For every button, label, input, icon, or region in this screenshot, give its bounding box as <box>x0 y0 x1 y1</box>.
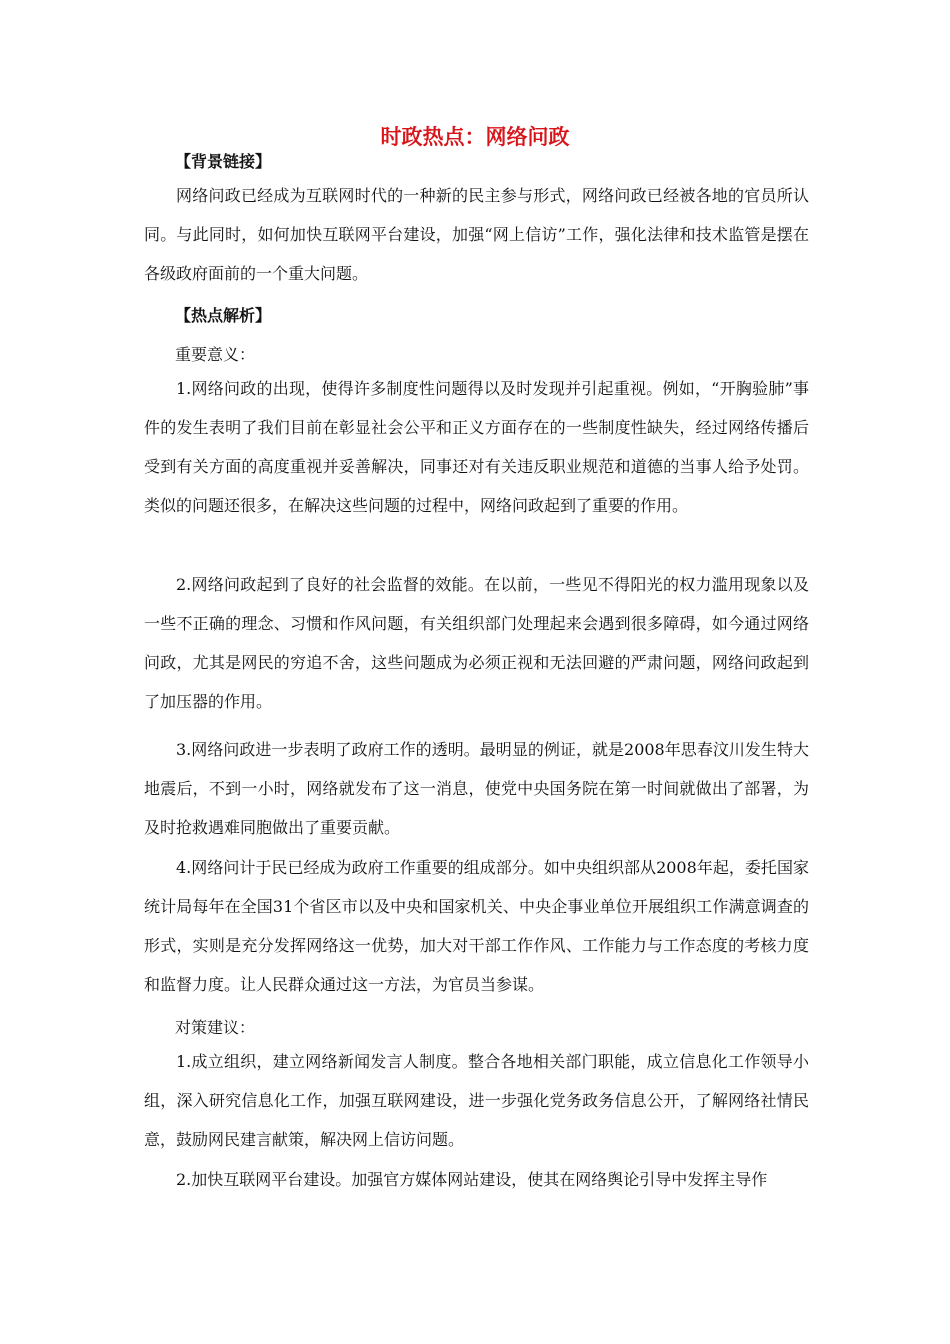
suggestions-label: 对策建议： <box>175 1018 256 1037</box>
significance-item-3: 3.网络问政进一步表明了政府工作的透明。最明显的例证，就是2008年思春汶川发生特大地震后，不到一小时，网络就发布了这一消息，使党中央国务院在第一时间就做出了部署，为及时抢救遇难同胞做出了重要贡献。 <box>144 740 809 837</box>
background-paragraph: 网络问政已经成为互联网时代的一种新的民主参与形式，网络问政已经被各地的官员所认同。与此同时，如何加快互联网平台建设，加强“网上信访”工作，强化法律和技术监管是摆在各级政府面前的一个重大问题。 <box>144 186 809 283</box>
significance-item-1: 1.网络问政的出现，使得许多制度性问题得以及时发现并引起重视。例如，“开胸验肺”事件的发生表明了我们目前在彰显社会公平和正义方面存在的一些制度性缺失，经过网络传播后受到有关方面的高度重视并妥善解决，同事还对有关违反职业规范和道德的当事人给予处罚。类似的问题还很多，在解决这些问题的过程中，网络问政起到了重要的作用。 <box>144 379 809 515</box>
document-title: 时政热点：网络问政 <box>380 124 570 149</box>
suggestion-item-2: 2.加快互联网平台建设。加强官方媒体网站建设，使其在网络舆论引导中发挥主导作 <box>176 1170 768 1189</box>
analysis-heading: 【热点解析】 <box>175 306 272 325</box>
background-heading: 【背景链接】 <box>175 152 272 171</box>
significance-label: 重要意义： <box>175 345 256 364</box>
suggestion-item-1: 1.成立组织，建立网络新闻发言人制度。整合各地相关部门职能，成立信息化工作领导小组，深入研究信息化工作，加强互联网建设，进一步强化党务政务信息公开，了解网络社情民意，鼓励网民建言献策，解决网上信访问题。 <box>144 1052 809 1149</box>
significance-item-4: 4.网络问计于民已经成为政府工作重要的组成部分。如中央组织部从2008年起，委托国家统计局每年在全国31个省区市以及中央和国家机关、中央企事业单位开展组织工作满意调查的形式，实则是充分发挥网络这一优势，加大对干部工作作风、工作能力与工作态度的考核力度和监督力度。让人民群众通过这一方法，为官员当参谋。 <box>144 858 809 994</box>
significance-item-2: 2.网络问政起到了良好的社会监督的效能。在以前，一些见不得阳光的权力滥用现象以及一些不正确的理念、习惯和作风问题，有关组织部门处理起来会遇到很多障碍，如今通过网络问政，尤其是网民的穷追不舍，这些问题成为必须正视和无法回避的严肃问题，网络问政起到了加压器的作用。 <box>144 575 809 711</box>
